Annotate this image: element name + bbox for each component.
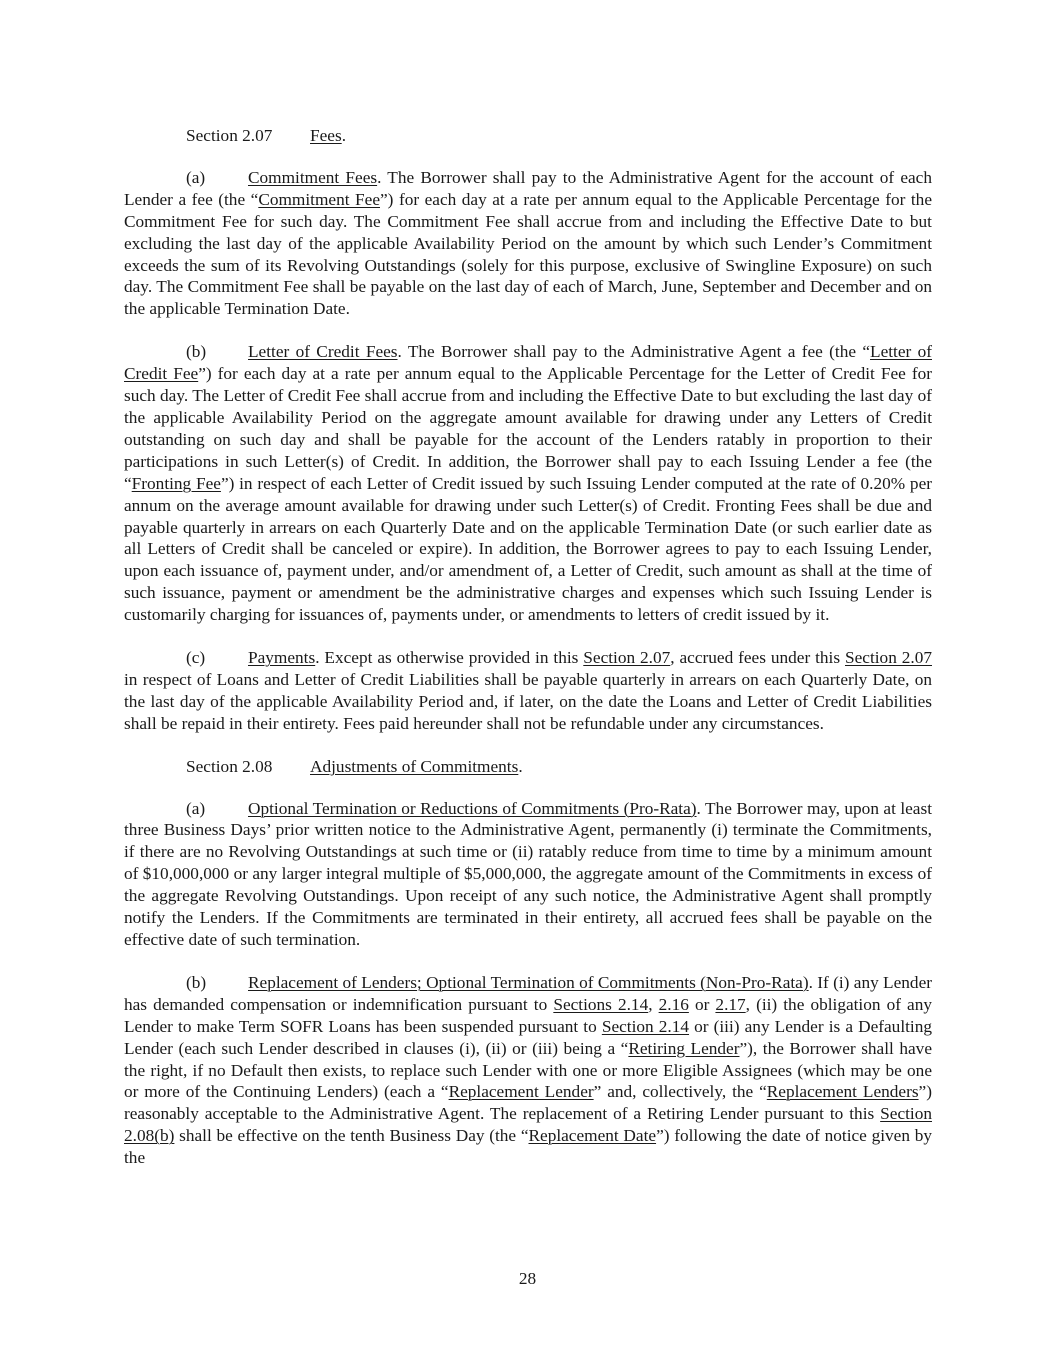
defined-term: Letter of Credit Fee	[124, 342, 932, 384]
defined-term: Fronting Fee	[131, 473, 221, 493]
section-2-08-heading: Section 2.08 Adjustments of Commitments.	[186, 756, 523, 776]
cross-reference: 2.17	[715, 994, 746, 1014]
cross-reference: Section 2.07	[583, 648, 671, 668]
page-number: 28	[518, 1269, 537, 1288]
clause-caption: Letter of Credit Fees	[248, 342, 398, 362]
clause-label: (b)	[186, 972, 207, 992]
cross-reference: Section 2.14	[601, 1016, 690, 1036]
clause-label: (b)	[186, 342, 207, 362]
paragraph-2-08-a: (a) Optional Termination or Reductions of Commitments (Pro-Rata). The Borrower may, upon at least three Business Days’ prior written notice to the Administrative Agent, permanently (i) terminate the Commitments, if there are no Revolving Outstandings at such time or (ii) ratably reduce from time to time by a minimum amount of $10,000,000 or any larger integral multiple of $5,000,000, the aggregate amount of the Commitments in excess of the aggregate Revolving Outstandings. Upon receipt of any such notice, the Administrative Agent shall promptly notify the Lenders. If the Commitments are terminated in their entirety, all accrued fees shall be payable on the effective date of such termination.	[124, 798, 933, 949]
section-number: Section 2.08	[186, 756, 273, 776]
defined-term: Retiring Lender	[628, 1038, 740, 1058]
clause-label: (a)	[186, 167, 206, 187]
defined-term: Replacement Lender	[448, 1082, 594, 1102]
section-title: Adjustments of Commitments	[310, 756, 519, 776]
paragraph-2-08-b: (b) Replacement of Lenders; Optional Termination of Commitments (Non-Pro-Rata). If (i) any Lender has demanded compensation or indemnification pursuant to Sections 2.14, 2.16 or 2.17, (ii) the obligation of any Lender to make Term SOFR Loans has been suspended pursuant to Section 2.14 or (iii) any Lender is a Defaulting Lender (each such Lender described in clauses (i), (ii) or (iii) being a “Retiring Lender”), the Borrower shall have the right, if no Default then exists, to replace such Lender with one or more Eligible Assignees (which may be one or more of the Continuing Lenders) (each a “Replacement Lender” and, collectively, the “Replacement Lenders”) reasonably acceptable to the Administrative Agent. The replacement of a Retiring Lender pursuant to this Section 2.08(b) shall be effective on the tenth Business Day (the “Replacement Date”) following the date of notice given by the	[124, 972, 933, 1168]
defined-term: Commitment Fee	[258, 189, 380, 209]
defined-term: Replacement Date	[528, 1126, 657, 1146]
clause-label: (a)	[186, 798, 206, 818]
clause-caption: Optional Termination or Reductions of Commitments (Pro-Rata)	[248, 798, 697, 818]
section-number: Section 2.07	[186, 126, 273, 145]
cross-reference: 2.16	[658, 994, 689, 1014]
section-2-07-heading: Section 2.07 Fees.	[186, 126, 347, 145]
cross-reference: Section 2.07	[845, 648, 932, 668]
paragraph-2-07-a: (a) Commitment Fees. The Borrower shall pay to the Administrative Agent for the account of each Lender a fee (the “Commitment Fee”) for each day at a rate per annum equal to the Applicable Percentage for the Commitment Fee for such day. The Commitment Fee shall accrue from and including the Effective Date to but excluding the last day of the applicable Availability Period on the amount by which such Lender’s Commitment exceeds the sum of its Revolving Outstandings (solely for this purpose, exclusive of Swingline Exposure) on such day. The Commitment Fee shall be payable on the last day of each of March, June, September and December and on the applicable Termination Date.	[124, 167, 932, 319]
cross-reference: Section 2.08(b)	[124, 1104, 932, 1146]
clause-caption: Payments	[248, 648, 316, 668]
clause-caption: Replacement of Lenders; Optional Termination of Commitments (Non-Pro-Rata)	[248, 972, 809, 992]
clause-label: (c)	[186, 648, 206, 668]
cross-reference: Sections 2.14	[553, 994, 649, 1014]
clause-caption: Commitment Fees	[248, 167, 378, 187]
defined-term: Replacement Lenders	[766, 1082, 919, 1102]
paragraph-2-07-c: (c) Payments. Except as otherwise provided in this Section 2.07, accrued fees under this Section 2.07 in respect of Loans and Letter of Credit Liabilities shall be payable quarterly in arrears on each Quarterly Date, on the last day of the applicable Availability Period and, if later, on the date the Loans and Letter of Credit Liabilities shall be repaid in their entirety. Fees paid hereunder shall not be refundable under any circumstances.	[124, 648, 932, 733]
section-title: Fees	[310, 126, 342, 145]
paragraph-2-07-b: (b) Letter of Credit Fees. The Borrower shall pay to the Administrative Agent a fee (the “Letter of Credit Fee”) for each day at a rate per annum equal to the Applicable Percentage for the Letter of Credit Fee for such day. The Letter of Credit Fee shall accrue from and including the Effective Date to but excluding the last day of the applicable Availability Period on the aggregate amount available for drawing under any Letters of Credit outstanding on such day and shall be payable for the account of the Lenders ratably in proportion to their participations in such Letter(s) of Credit. In addition, the Borrower shall pay to each Issuing Lender a fee (the “Fronting Fee”) in respect of each Letter of Credit issued by such Issuing Lender computed at the rate of 0.20% per annum on the average amount available for drawing under such Letter(s) of Credit. Fronting Fees shall be due and payable quarterly in arrears on each Quarterly Date and on the applicable Termination Date (or such earlier date as all Letters of Credit shall be canceled or expire). In addition, the Borrower agrees to pay to each Issuing Lender, upon each issuance of, payment under, and/or amendment of, a Letter of Credit, such amount as shall at the time of such issuance, payment or amendment be the administrative charges and expenses which such Issuing Lender is customarily charging for issuances of, payments under, or amendments to letters of credit issued by it.	[124, 342, 932, 625]
page-body	[124, 125, 932, 1190]
